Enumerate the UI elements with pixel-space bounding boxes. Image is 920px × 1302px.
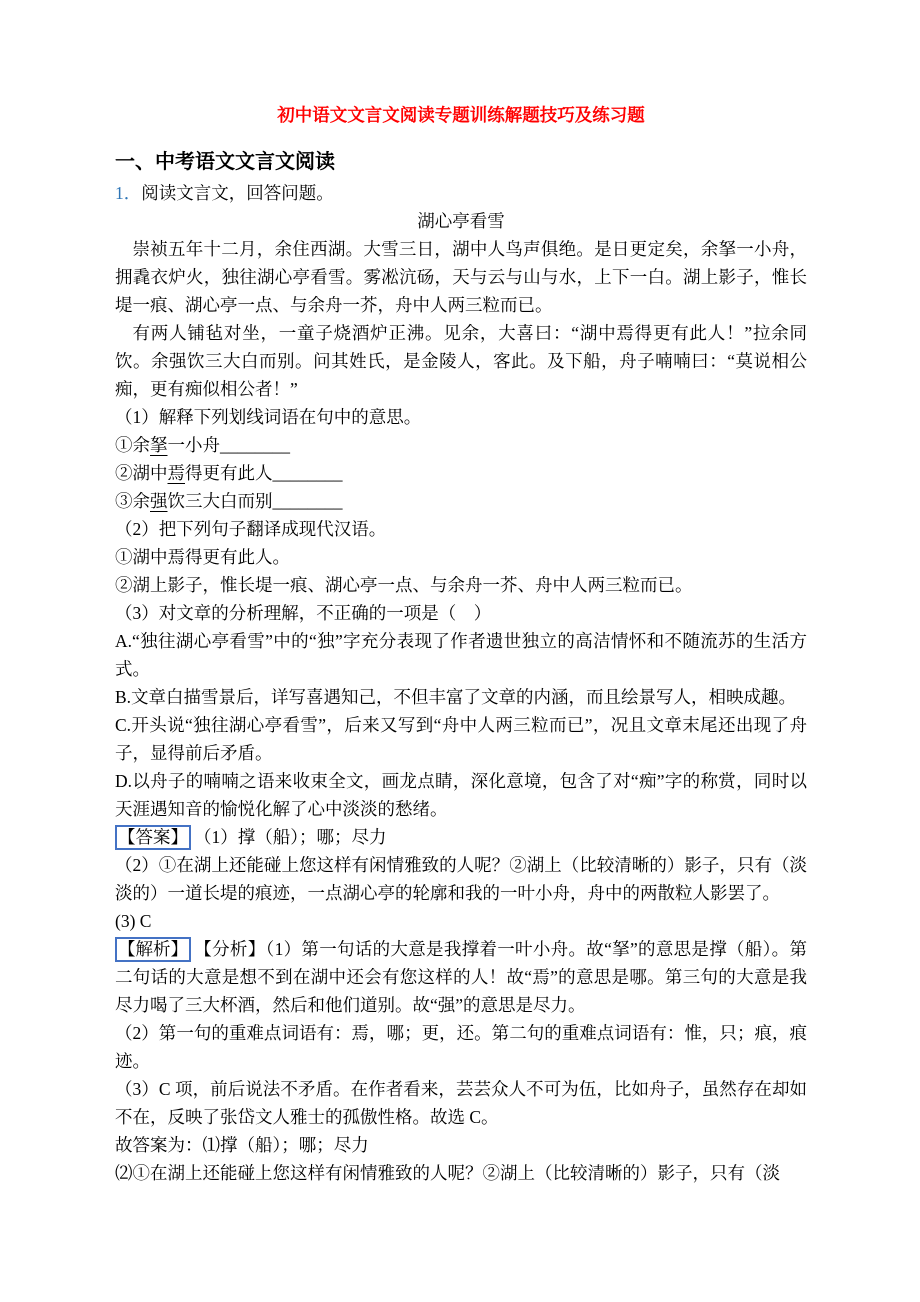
question-1-number: 1．	[115, 183, 142, 203]
answer-line-3: (3) C	[115, 911, 152, 931]
word-item-2-underlined-word: 焉	[167, 463, 185, 483]
word-item-1	[115, 431, 807, 459]
answer-1-text: （1）撑（船）；哪；尽力	[194, 827, 387, 847]
answer-line-2: （2）①在湖上还能碰上您这样有闲情雅致的人呢？②湖上（比较清晰的）影子，只有（淡淡的）一道长堤的痕迹，一点湖心亭的轮廓和我的一叶小舟，舟中的两散粒人影罢了。	[115, 855, 807, 903]
subquestion-3-label: （3）对文章的分析理解，不正确的一项是（ ）	[115, 603, 492, 623]
analysis-paragraph-3: （3）C 项，前后说法不矛盾。在作者看来，芸芸众人不可为伍，比如舟子，虽然存在却如不在，反映了张岱文人雅士的孤傲性格。故选 C。	[115, 1079, 807, 1127]
subquestion-2-label: （2）把下列句子翻译成现代汉语。	[115, 519, 387, 539]
translate-sentence-2: ②湖上影子，惟长堤一痕、湖心亭一点、与余舟一芥、舟中人两三粒而已。	[115, 575, 693, 595]
word-item-3-underlined-word: 强	[150, 491, 168, 511]
word-item-2-rest: 得更有此人________	[185, 463, 343, 483]
passage-paragraph-2: 有两人铺毡对坐，一童子烧酒炉正沸。见余，大喜曰：“湖中焉得更有此人！”拉余同饮。余强饮三大白而别。问其姓氏，是金陵人，客此。及下船，舟子喃喃曰：“莫说相公痴，更有痴似相公者！”	[115, 323, 807, 399]
word-item-1-prefix: ①余	[115, 435, 150, 455]
word-item-2	[115, 459, 807, 487]
word-item-3-rest: 饮三大白而别________	[167, 491, 343, 511]
question-1-intro	[115, 179, 807, 207]
subquestion-1-label: （1）解释下列划线词语在句中的意思。	[115, 407, 422, 427]
word-item-1-underlined-word: 拏	[150, 435, 168, 455]
analysis-tag: 【解析】	[115, 937, 191, 962]
document-title: 初中语文文言文阅读专题训练解题技巧及练习题	[277, 105, 645, 125]
word-item-2-prefix: ②湖中	[115, 463, 168, 483]
analysis-paragraph-2: （2）第一句的重难点词语有：焉，哪；更，还。第二句的重难点词语有：惟，只；痕，痕迹。	[115, 1023, 807, 1071]
analysis-conclusion-2: ⑵①在湖上还能碰上您这样有闲情雅致的人呢？②湖上（比较清晰的）影子，只有（淡	[115, 1163, 780, 1183]
word-item-3-prefix: ③余	[115, 491, 150, 511]
analysis-paragraph-1	[115, 935, 807, 1019]
translate-sentence-1: ①湖中焉得更有此人。	[115, 547, 290, 567]
answer-line-1	[115, 823, 807, 851]
analysis-conclusion-1: 故答案为：⑴撑（船）；哪；尽力	[115, 1135, 369, 1155]
passage-paragraph-1: 崇祯五年十二月，余住西湖。大雪三日，湖中人鸟声俱绝。是日更定矣，余拏一小舟，拥毳衣炉火，独往湖心亭看雪。雾凇沆砀，天与云与山与水，上下一白。湖上影子，惟长堤一痕、湖心亭一点、与余舟一芥，舟中人两三粒而已。	[115, 239, 807, 315]
word-item-3	[115, 487, 807, 515]
passage-title: 湖心亭看雪	[417, 211, 505, 231]
section-heading: 一、中考语文文言文阅读	[115, 151, 335, 173]
option-a: A.“独往湖心亭看雪”中的“独”字充分表现了作者遗世独立的高洁情怀和不随流苏的生活方式。	[115, 631, 807, 679]
analysis-1-text: （1）第一句话的大意是我撑着一叶小舟。故“拏”的意思是撑（船）。第二句话的大意是想不到在湖中还会有您这样的人！故“焉”的意思是哪。第三句的大意是我尽力喝了三大杯酒，然后和他们道别。故“强”的意思是尽力。	[115, 939, 807, 1015]
word-item-1-rest: 一小舟________	[167, 435, 290, 455]
option-d: D.以舟子的喃喃之语来收束全文，画龙点睛，深化意境，包含了对“痴”字的称赏，同时以天涯遇知音的愉悦化解了心中淡淡的愁绪。	[115, 771, 807, 819]
question-1-intro-text: 阅读文言文，回答问题。	[141, 183, 334, 203]
answer-tag: 【答案】	[115, 825, 191, 850]
option-c: C.开头说“独往湖心亭看雪”，后来又写到“舟中人两三粒而已”，况且文章末尾还出现了舟子，显得前后矛盾。	[115, 715, 807, 763]
analysis-subtag: 【分析】	[194, 939, 266, 959]
option-b: B.文章白描雪景后，详写喜遇知己，不但丰富了文章的内涵，而且绘景写人，相映成趣。	[115, 687, 797, 707]
